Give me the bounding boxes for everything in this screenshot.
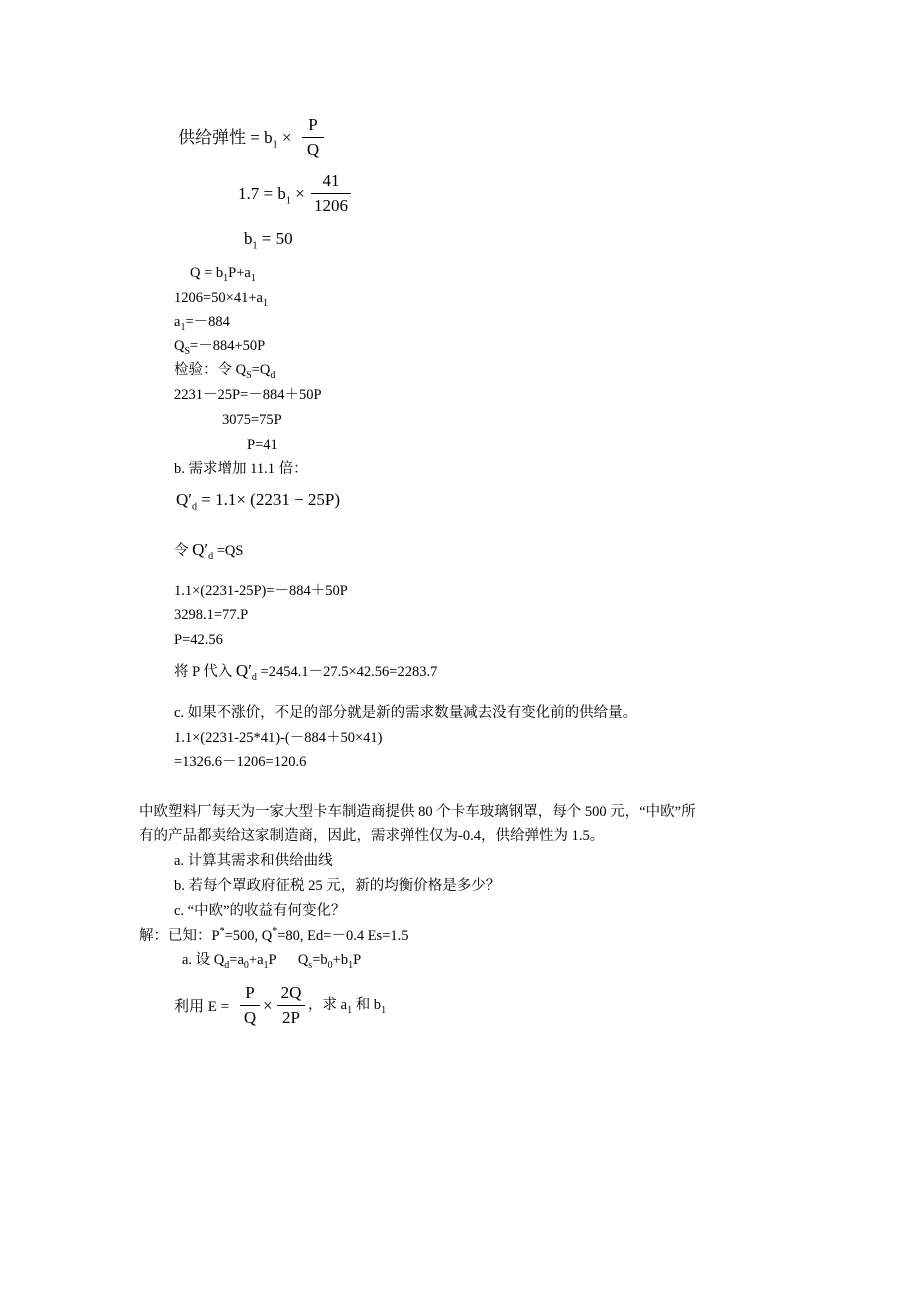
text: = 1.1× (2231 − 25P) (197, 490, 341, 509)
text: Q (174, 338, 185, 354)
text: =500, Q (224, 928, 273, 944)
text: 解：已知：P (139, 928, 220, 944)
line-p-42: P=42.56 (174, 632, 223, 648)
line-solve-a1 (174, 289, 268, 307)
text: ，求 a (308, 997, 348, 1013)
subscript: 1 (347, 1004, 353, 1016)
subscript: 1 (263, 959, 269, 971)
fraction-p-over-q (302, 115, 324, 160)
eq1-sub: 1 (272, 139, 278, 151)
fraction-41-over-1206 (311, 171, 351, 216)
subscript: d (224, 959, 230, 971)
line-new-equilibrium: 1.1×(2231-25P)=－884＋50P (174, 583, 348, 599)
text: =Q (251, 362, 271, 378)
solution-given (139, 927, 409, 945)
text: P Q (268, 952, 309, 968)
question-a: a. 计算其需求和供给曲线 (174, 853, 333, 869)
text: Q (176, 490, 189, 509)
text: 利用 E = (174, 999, 230, 1015)
eq2-lhs: 1.7 = b (238, 184, 286, 203)
frac-bar (311, 193, 351, 194)
eq3-rhs: = 50 (257, 229, 293, 248)
subscript: 0 (243, 959, 249, 971)
line-p-41: P=41 (247, 437, 278, 453)
subscript: 1 (180, 321, 186, 333)
frac-den: 2P (282, 1008, 300, 1027)
subscript: 1 (223, 272, 229, 284)
eq1-mid: = b (250, 128, 273, 147)
superscript: * (272, 926, 278, 938)
text: 令 (174, 543, 193, 559)
problem-paragraph-line1: 中欧塑料厂每天为一家大型卡车制造商提供 80 个卡车玻璃钢罩，每个 500 元，“中欧”所 (139, 804, 696, 820)
eq5-times: × (263, 996, 273, 1015)
prime-mark: ′ (248, 661, 252, 680)
frac-num: 41 (322, 171, 340, 190)
prime-mark: ′ (188, 490, 192, 509)
equation-elasticity-formula (174, 995, 229, 1018)
subscript: 1 (381, 1004, 387, 1016)
text: 和 b (352, 997, 382, 1013)
frac-den: Q (243, 1008, 257, 1027)
subscript: d (270, 369, 276, 381)
line-shortage-result: =1326.6－1206=120.6 (174, 754, 307, 770)
text: P (353, 952, 362, 968)
text: =－884+50P (190, 338, 266, 354)
subscript: d (208, 550, 214, 562)
line-3075: 3075=75P (222, 412, 282, 428)
prime-mark: ′ (204, 540, 209, 559)
text: Q = b (190, 265, 224, 281)
equation-supply-elasticity (178, 127, 291, 149)
question-c: c. “中欧”的收益有何变化？ (174, 903, 346, 919)
solution-part-a-setup (182, 951, 361, 969)
frac-bar (240, 1005, 260, 1006)
text: 检验：令 Q (174, 362, 247, 378)
frac-num: P (245, 983, 255, 1002)
text: +b (332, 952, 349, 968)
fraction-2q-over-2p (277, 983, 305, 1028)
text: =2454.1－27.5×42.56=2283.7 (256, 664, 438, 680)
text: a. 设 Q (182, 952, 225, 968)
line-substitute-p (174, 662, 437, 681)
subscript: 0 (327, 959, 333, 971)
fraction-p-over-q-2 (240, 983, 260, 1028)
question-b: b. 若每个罩政府征税 25 元，新的均衡价格是多少？ (174, 878, 501, 894)
line-part-c: c. 如果不涨价，不足的部分就是新的需求数量减去没有变化前的供给量。 (174, 705, 638, 721)
line-shortage-calc: 1.1×(2231-25*41)-(－884＋50×41) (174, 730, 383, 746)
text: P+a (228, 265, 251, 281)
text: Q (192, 540, 205, 559)
text: =QS (213, 543, 244, 559)
eq5-tail (308, 996, 386, 1014)
line-supply-equation (174, 337, 265, 355)
subscript: d (251, 671, 257, 683)
line-a1-value (174, 313, 230, 331)
eq2-sub: 1 (285, 195, 291, 207)
text: =b (312, 952, 328, 968)
frac-bar (302, 137, 324, 138)
line-set-equal (174, 541, 243, 560)
eq3-lhs: b (244, 229, 253, 248)
subscript: d (192, 501, 197, 513)
subscript: S (246, 369, 252, 381)
problem-paragraph-line2: 有的产品都卖给这家制造商，因此，需求弹性仅为-0.4，供给弹性为 1.5。 (139, 828, 605, 844)
text: 将 P 代入 (174, 664, 236, 680)
line-part-b-heading: b. 需求增加 11.1 倍： (174, 461, 308, 477)
eq1-times: × (281, 128, 292, 147)
text: =a (229, 952, 244, 968)
frac-bar (277, 1005, 305, 1006)
frac-den: 1206 (314, 196, 348, 215)
subscript: s (308, 959, 313, 971)
frac-num: P (308, 115, 318, 134)
text: +a (248, 952, 264, 968)
eq3-sub: 1 (252, 240, 258, 252)
text: Q (235, 661, 249, 680)
eq2-times: × (295, 184, 305, 203)
line-supply-function (190, 264, 256, 282)
frac-num: 2Q (280, 983, 302, 1002)
equation-b1-result (244, 228, 293, 250)
subscript: 1 (250, 272, 256, 284)
subscript: 1 (348, 959, 354, 971)
line-equilibrium-eq: 2231－25P=－884＋50P (174, 387, 322, 403)
superscript: * (219, 926, 225, 938)
subscript: 1 (262, 297, 268, 309)
equation-elasticity-value (238, 183, 305, 205)
text: =－884 (185, 314, 230, 330)
eq1-lhs: 供给弹性 (178, 128, 246, 147)
text: 1206=50×41+a (174, 290, 263, 306)
line-3298: 3298.1=77.P (174, 607, 249, 623)
subscript: S (184, 345, 191, 357)
frac-den: Q (306, 140, 320, 159)
text: =80, Ed=－0.4 Es=1.5 (277, 928, 409, 944)
line-check (174, 361, 275, 379)
text: a (174, 314, 181, 330)
equation-new-demand (176, 489, 340, 511)
